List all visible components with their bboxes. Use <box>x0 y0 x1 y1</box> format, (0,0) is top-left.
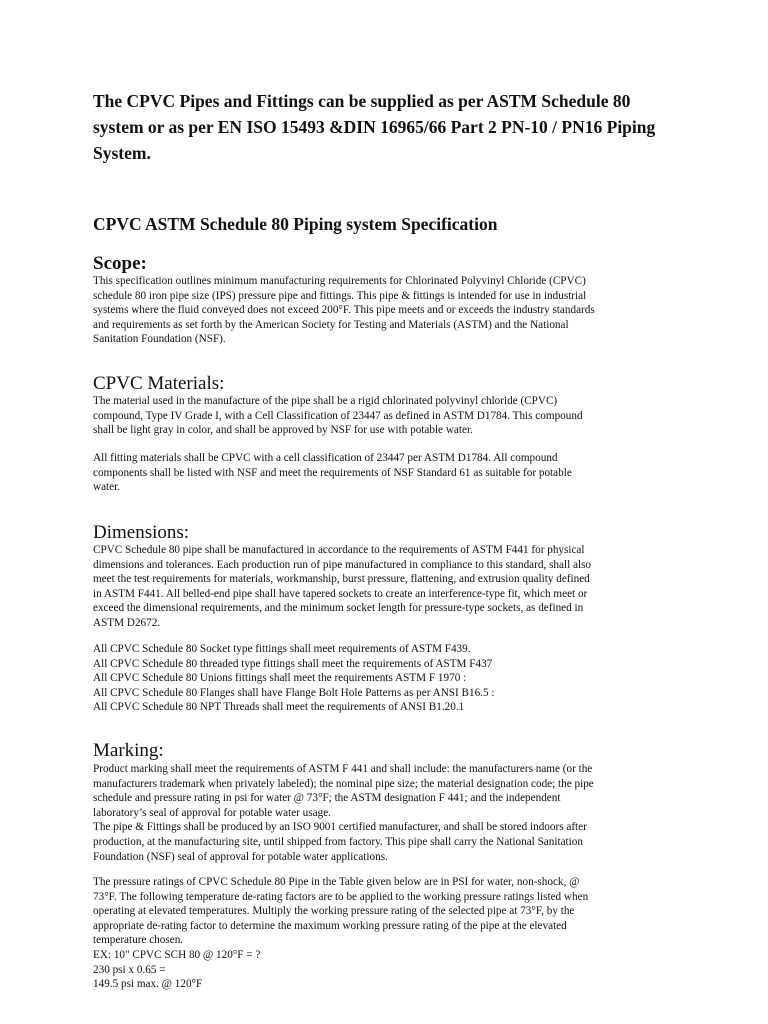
text-line: shall be light gray in color, and shall be approved by NSF for use with potable water. <box>93 424 473 437</box>
text-line: operating at elevated temperatures. Multiply the working pressure rating of the selected pipe at 73°F, by the <box>93 905 575 918</box>
intro-paragraph: The CPVC Pipes and Fittings can be supplied as per ASTM Schedule 80 system or as per EN ISO 15493 &DIN 16965/66 Part 2 PN-10 / PN16 Piping System. <box>93 91 656 163</box>
text-line: 73°F. The following temperature de-rating factors are to be applied to the working pressure ratings listed when <box>93 890 589 903</box>
text-line: compound, Type IV Grade I, with a Cell Classification of 23447 as defined in ASTM D1784. This compound <box>93 409 583 422</box>
text-line: exceed the dimensional requirements, and the minimum socket length for pressure-type sockets, as defined in <box>93 602 584 615</box>
text-line: This specification outlines minimum manufacturing requirements for Chlorinated Polyvinyl Chloride (CPVC) <box>93 275 586 287</box>
text-line: in ASTM F441. All belled-end pipe shall have tapered sockets to create an interference-type fit, which meet or <box>93 587 588 600</box>
text-line: All fitting materials shall be CPVC with a cell classification of 23447 per ASTM D1784. All compound <box>93 452 558 464</box>
text-line: Product marking shall meet the requirements of ASTM F 441 and shall include: the manufacturers name (or the <box>93 763 593 775</box>
text-line: EX: 10" CPVC SCH 80 @ 120°F = ? <box>93 948 261 961</box>
list-item: All CPVC Schedule 80 threaded type fittings shall meet the requirements of ASTM F437 <box>93 657 493 670</box>
text-line: Sanitation Foundation (NSF). <box>93 333 226 346</box>
text-line: CPVC Schedule 80 pipe shall be manufactured in accordance to the requirements of ASTM F441 for physical <box>93 544 585 556</box>
text-line: components shall be listed with NSF and meet the requirements of NSF Standard 61 as suitable for potable <box>93 466 572 479</box>
text-line: systems where the fluid conveyed does not exceed 200°F. This pipe meets and or exceeds the industry standards <box>93 304 595 317</box>
list-item: All CPVC Schedule 80 Socket type fittings shall meet requirements of ASTM F439. <box>93 643 471 655</box>
dimensions-requirements-list <box>93 642 675 715</box>
text-line: Foundation (NSF) seal of approval for potable water applications. <box>93 850 388 863</box>
text-line: The pipe & Fittings shall be produced by an ISO 9001 certified manufacturer, and shall be stored indoors after <box>93 821 587 834</box>
marking-paragraph-2 <box>93 875 675 992</box>
text-line: The material used in the manufacture of the pipe shall be a rigid chlorinated polyvinyl chloride (CPVC) <box>93 395 558 407</box>
scope-heading: Scope: <box>93 253 147 274</box>
list-item: All CPVC Schedule 80 Flanges shall have Flange Bolt Hole Patterns as per ANSI B16.5 : <box>93 686 495 699</box>
text-line: dimensions and tolerances. Each production run of pipe manufactured in compliance to this standard, shall also <box>93 558 592 571</box>
text-line: meet the test requirements for materials, workmanship, burst pressure, flattening, and extrusion quality defined <box>93 573 590 586</box>
text-line: and requirements as set forth by the American Society for Testing and Materials (ASTM) and the National <box>93 318 569 331</box>
materials-paragraph-2 <box>93 451 675 495</box>
text-line: manufacturers trademark when privately labeled); the nominal pipe size; the material designation code; the pipe <box>93 777 594 790</box>
text-line: ASTM D2672. <box>93 616 161 629</box>
text-line: 149.5 psi max. @ 120°F <box>93 978 203 991</box>
text-line: schedule and pressure rating in psi for water @ 73°F; the ASTM designation F 441; and the independent <box>93 792 561 805</box>
list-item: All CPVC Schedule 80 Unions fittings shall meet the requirements ASTM F 1970 : <box>93 672 467 685</box>
text-line: production, at the manufacturing site, until shipped from factory. This pipe shall carry the National Sanitation <box>93 835 583 848</box>
marking-heading: Marking: <box>93 740 164 761</box>
materials-heading: CPVC Materials: <box>93 373 225 394</box>
scope-paragraph <box>93 274 675 347</box>
dimensions-heading: Dimensions: <box>93 522 190 543</box>
marking-paragraph-1 <box>93 762 675 864</box>
list-item: All CPVC Schedule 80 NPT Threads shall meet the requirements of ANSI B1.20.1 <box>93 701 465 714</box>
main-heading: CPVC ASTM Schedule 80 Piping system Specification <box>93 214 498 234</box>
text-line: The pressure ratings of CPVC Schedule 80 Pipe in the Table given below are in PSI for water, non-shock, @ <box>93 876 580 888</box>
text-line: water. <box>93 481 121 494</box>
text-line: schedule 80 iron pipe size (IPS) pressure pipe and fittings. This pipe & fittings is intended for use in industrial <box>93 289 587 302</box>
text-line: temperature chosen. <box>93 934 184 947</box>
text-line: 230 psi x 0.65 = <box>93 963 166 976</box>
dimensions-paragraph <box>93 543 675 631</box>
text-line: appropriate de-rating factor to determine the maximum working pressure rating of the pipe at the elevated <box>93 919 567 932</box>
materials-paragraph-1 <box>93 394 675 438</box>
text-line: laboratory’s seal of approval for potable water usage. <box>93 806 331 819</box>
